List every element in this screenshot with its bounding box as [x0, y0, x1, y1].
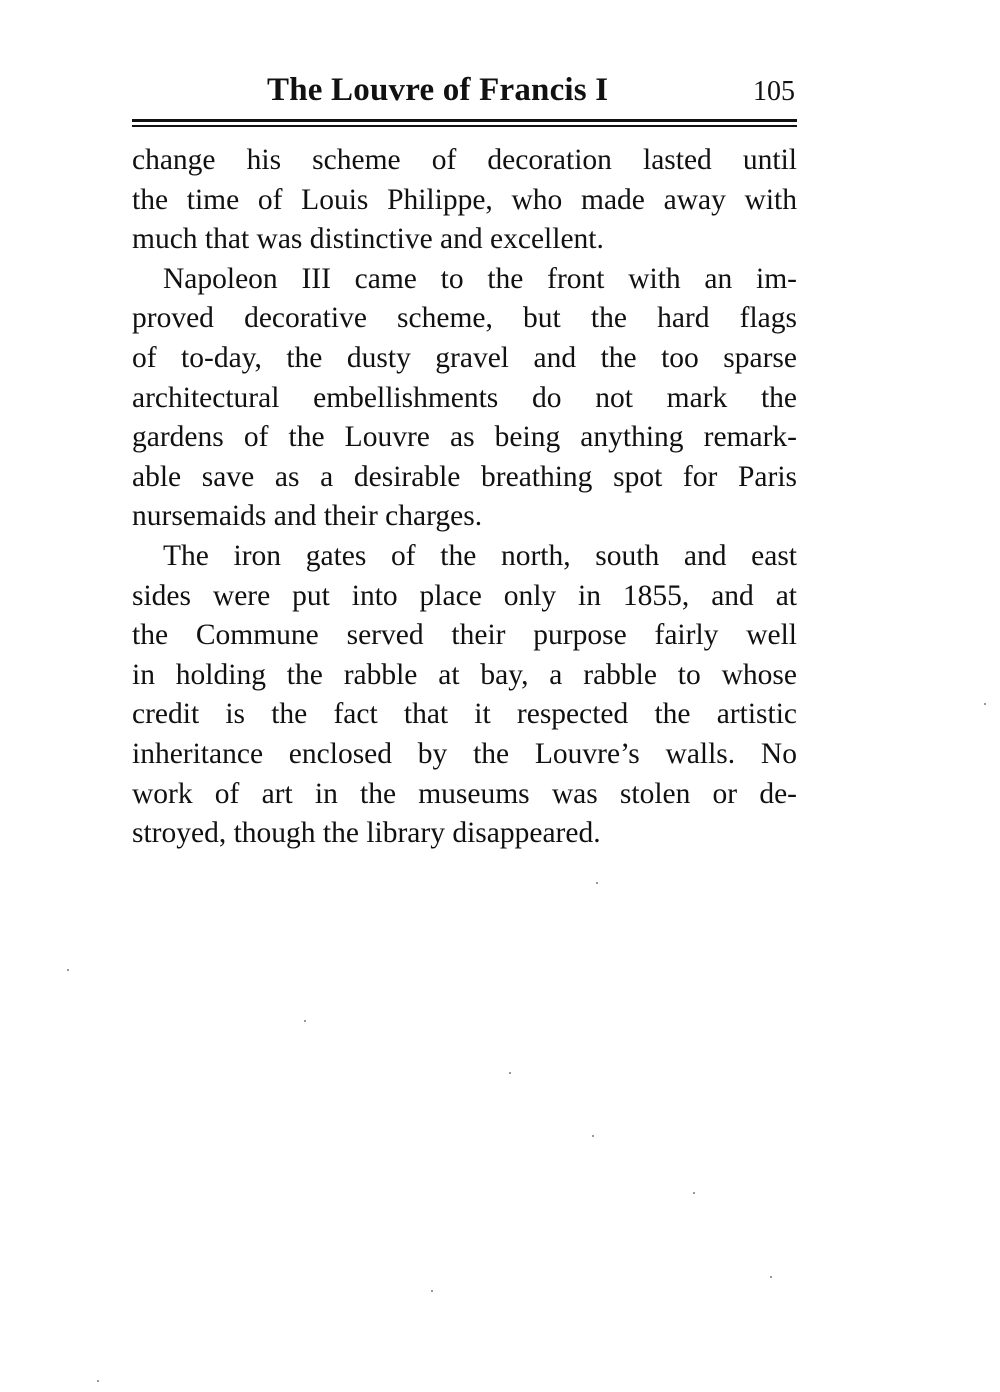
text-line: credit is the fact that it respected the artistic	[132, 698, 797, 731]
text-line: nursemaids and their charges.	[132, 500, 483, 533]
scan-speck	[984, 703, 986, 705]
text-line: inheritance enclosed by the Louvre’s walls. No	[132, 737, 797, 770]
text-line: able save as a desirable breathing spot for Paris	[132, 460, 797, 493]
text-line: proved decorative scheme, but the hard flags	[132, 302, 797, 335]
text-line: Napoleon III came to the front with an im-	[163, 262, 797, 295]
scan-speck	[596, 882, 598, 884]
running-title: The Louvre of Francis I	[267, 72, 609, 108]
scan-speck	[770, 1276, 772, 1278]
text-line: change his scheme of decoration lasted until	[132, 144, 797, 176]
body-text	[132, 141, 797, 854]
text-line: The iron gates of the north, south and east	[163, 539, 797, 572]
text-line: stroyed, though the library disappeared.	[132, 817, 601, 850]
paragraph-2	[132, 260, 797, 537]
text-line: much that was distinctive and excellent.	[132, 223, 604, 256]
scan-speck	[304, 1020, 306, 1022]
scan-speck	[97, 1380, 99, 1382]
text-line: gardens of the Louvre as being anything remark-	[132, 421, 797, 454]
page-number: 105	[753, 76, 795, 107]
text-line: the Commune served their purpose fairly well	[132, 619, 797, 652]
text-line: in holding the rabble at bay, a rabble to whose	[132, 658, 797, 691]
text-line: sides were put into place only in 1855, and at	[132, 579, 797, 612]
text-line: architectural embellishments do not mark the	[132, 381, 797, 414]
text-line: of to-day, the dusty gravel and the too sparse	[132, 341, 797, 374]
running-header	[132, 70, 797, 114]
text-line: the time of Louis Philippe, who made away with	[132, 183, 797, 216]
text-line: work of art in the museums was stolen or de-	[132, 777, 797, 810]
header-rule-bottom	[132, 125, 797, 127]
scan-speck	[431, 1290, 433, 1292]
scan-speck	[67, 969, 69, 971]
scan-speck	[592, 1135, 594, 1137]
scan-speck	[509, 1072, 511, 1074]
paragraph-1	[132, 141, 797, 260]
paragraph-3	[132, 537, 797, 854]
scan-speck	[693, 1192, 695, 1194]
header-rule-top	[132, 119, 797, 122]
